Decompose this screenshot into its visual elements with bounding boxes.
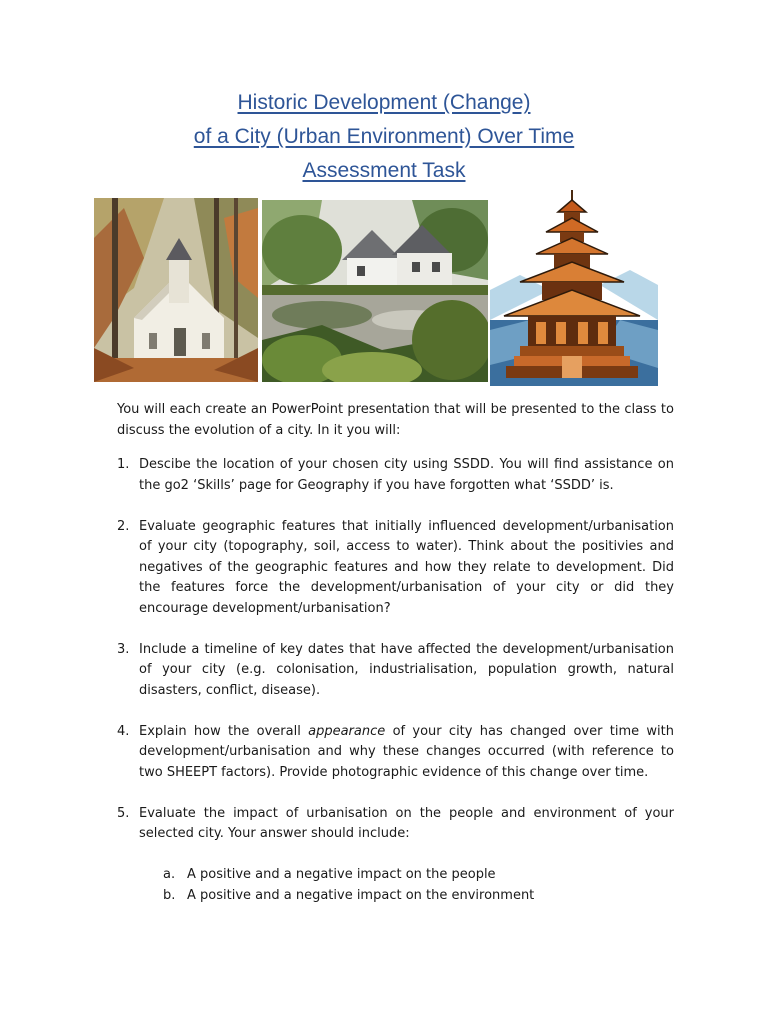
list-item-number: 2. <box>117 518 130 534</box>
document-title <box>100 86 668 188</box>
title-line-3: Assessment Task <box>302 159 466 182</box>
sub-list-item <box>163 886 674 907</box>
title-line-2: of a City (Urban Environment) Over Time <box>193 125 575 148</box>
list-item-text: Descibe the location of your chosen city using SSDD. You will find assistance on the go2 ‘Skills’ page for Geography if you have forgotten what ‘SSDD’ is. <box>139 457 674 493</box>
sub-list <box>139 865 674 906</box>
list-item <box>117 455 674 496</box>
list-item-number: 4. <box>117 723 130 739</box>
list-item-text: Evaluate geographic features that initially influenced development/urbanisation of your city (topography, soil, access to water). Think about the positivies and negatives of the geographic features and how they relate to development. Did the features force the development/urbanisation of your city or did they encourage development/urbanisation? <box>139 518 674 616</box>
list-item-number: 5. <box>117 805 130 821</box>
list-item-text <box>139 724 674 780</box>
list-item-text: Evaluate the impact of urbanisation on the people and environment of your selected city. Your answer should include: <box>139 805 674 841</box>
sub-list-item <box>163 865 674 886</box>
emphasis-text: appearance <box>308 723 386 739</box>
list-item <box>117 517 674 620</box>
sub-list-item-text: A positive and a negative impact on the people <box>187 867 496 882</box>
list-item-text: Include a timeline of key dates that have affected the development/urbanisation of your city (e.g. colonisation, industrialisation, population growth, natural disasters, conflict, disease). <box>139 641 674 698</box>
text-segment: of your city has changed over time with development/urbanisation and why these changes occurred (with reference to two SHEEPT factors). Provide photographic evidence of this change over time. <box>139 723 674 780</box>
list-item <box>117 722 674 784</box>
task-list <box>117 455 674 927</box>
sub-list-item-letter: b. <box>163 887 176 903</box>
intro-paragraph: You will each create an PowerPoint presentation that will be presented to the class to discuss the evolution of a city. In it you will: <box>117 402 674 438</box>
list-item <box>117 804 674 907</box>
sub-list-item-text: A positive and a negative impact on the environment <box>187 887 535 903</box>
list-item <box>117 640 674 702</box>
list-item-number: 3. <box>117 641 130 657</box>
title-line-1: Historic Development (Change) <box>237 91 531 114</box>
list-item-number: 1. <box>117 457 130 472</box>
pagoda-temple-illustration-icon <box>490 190 658 386</box>
church-illustration-icon <box>94 198 258 382</box>
house-by-pond-illustration-icon <box>262 200 488 382</box>
sub-list-item-letter: a. <box>163 867 176 882</box>
text-segment: Explain how the overall <box>139 723 309 739</box>
